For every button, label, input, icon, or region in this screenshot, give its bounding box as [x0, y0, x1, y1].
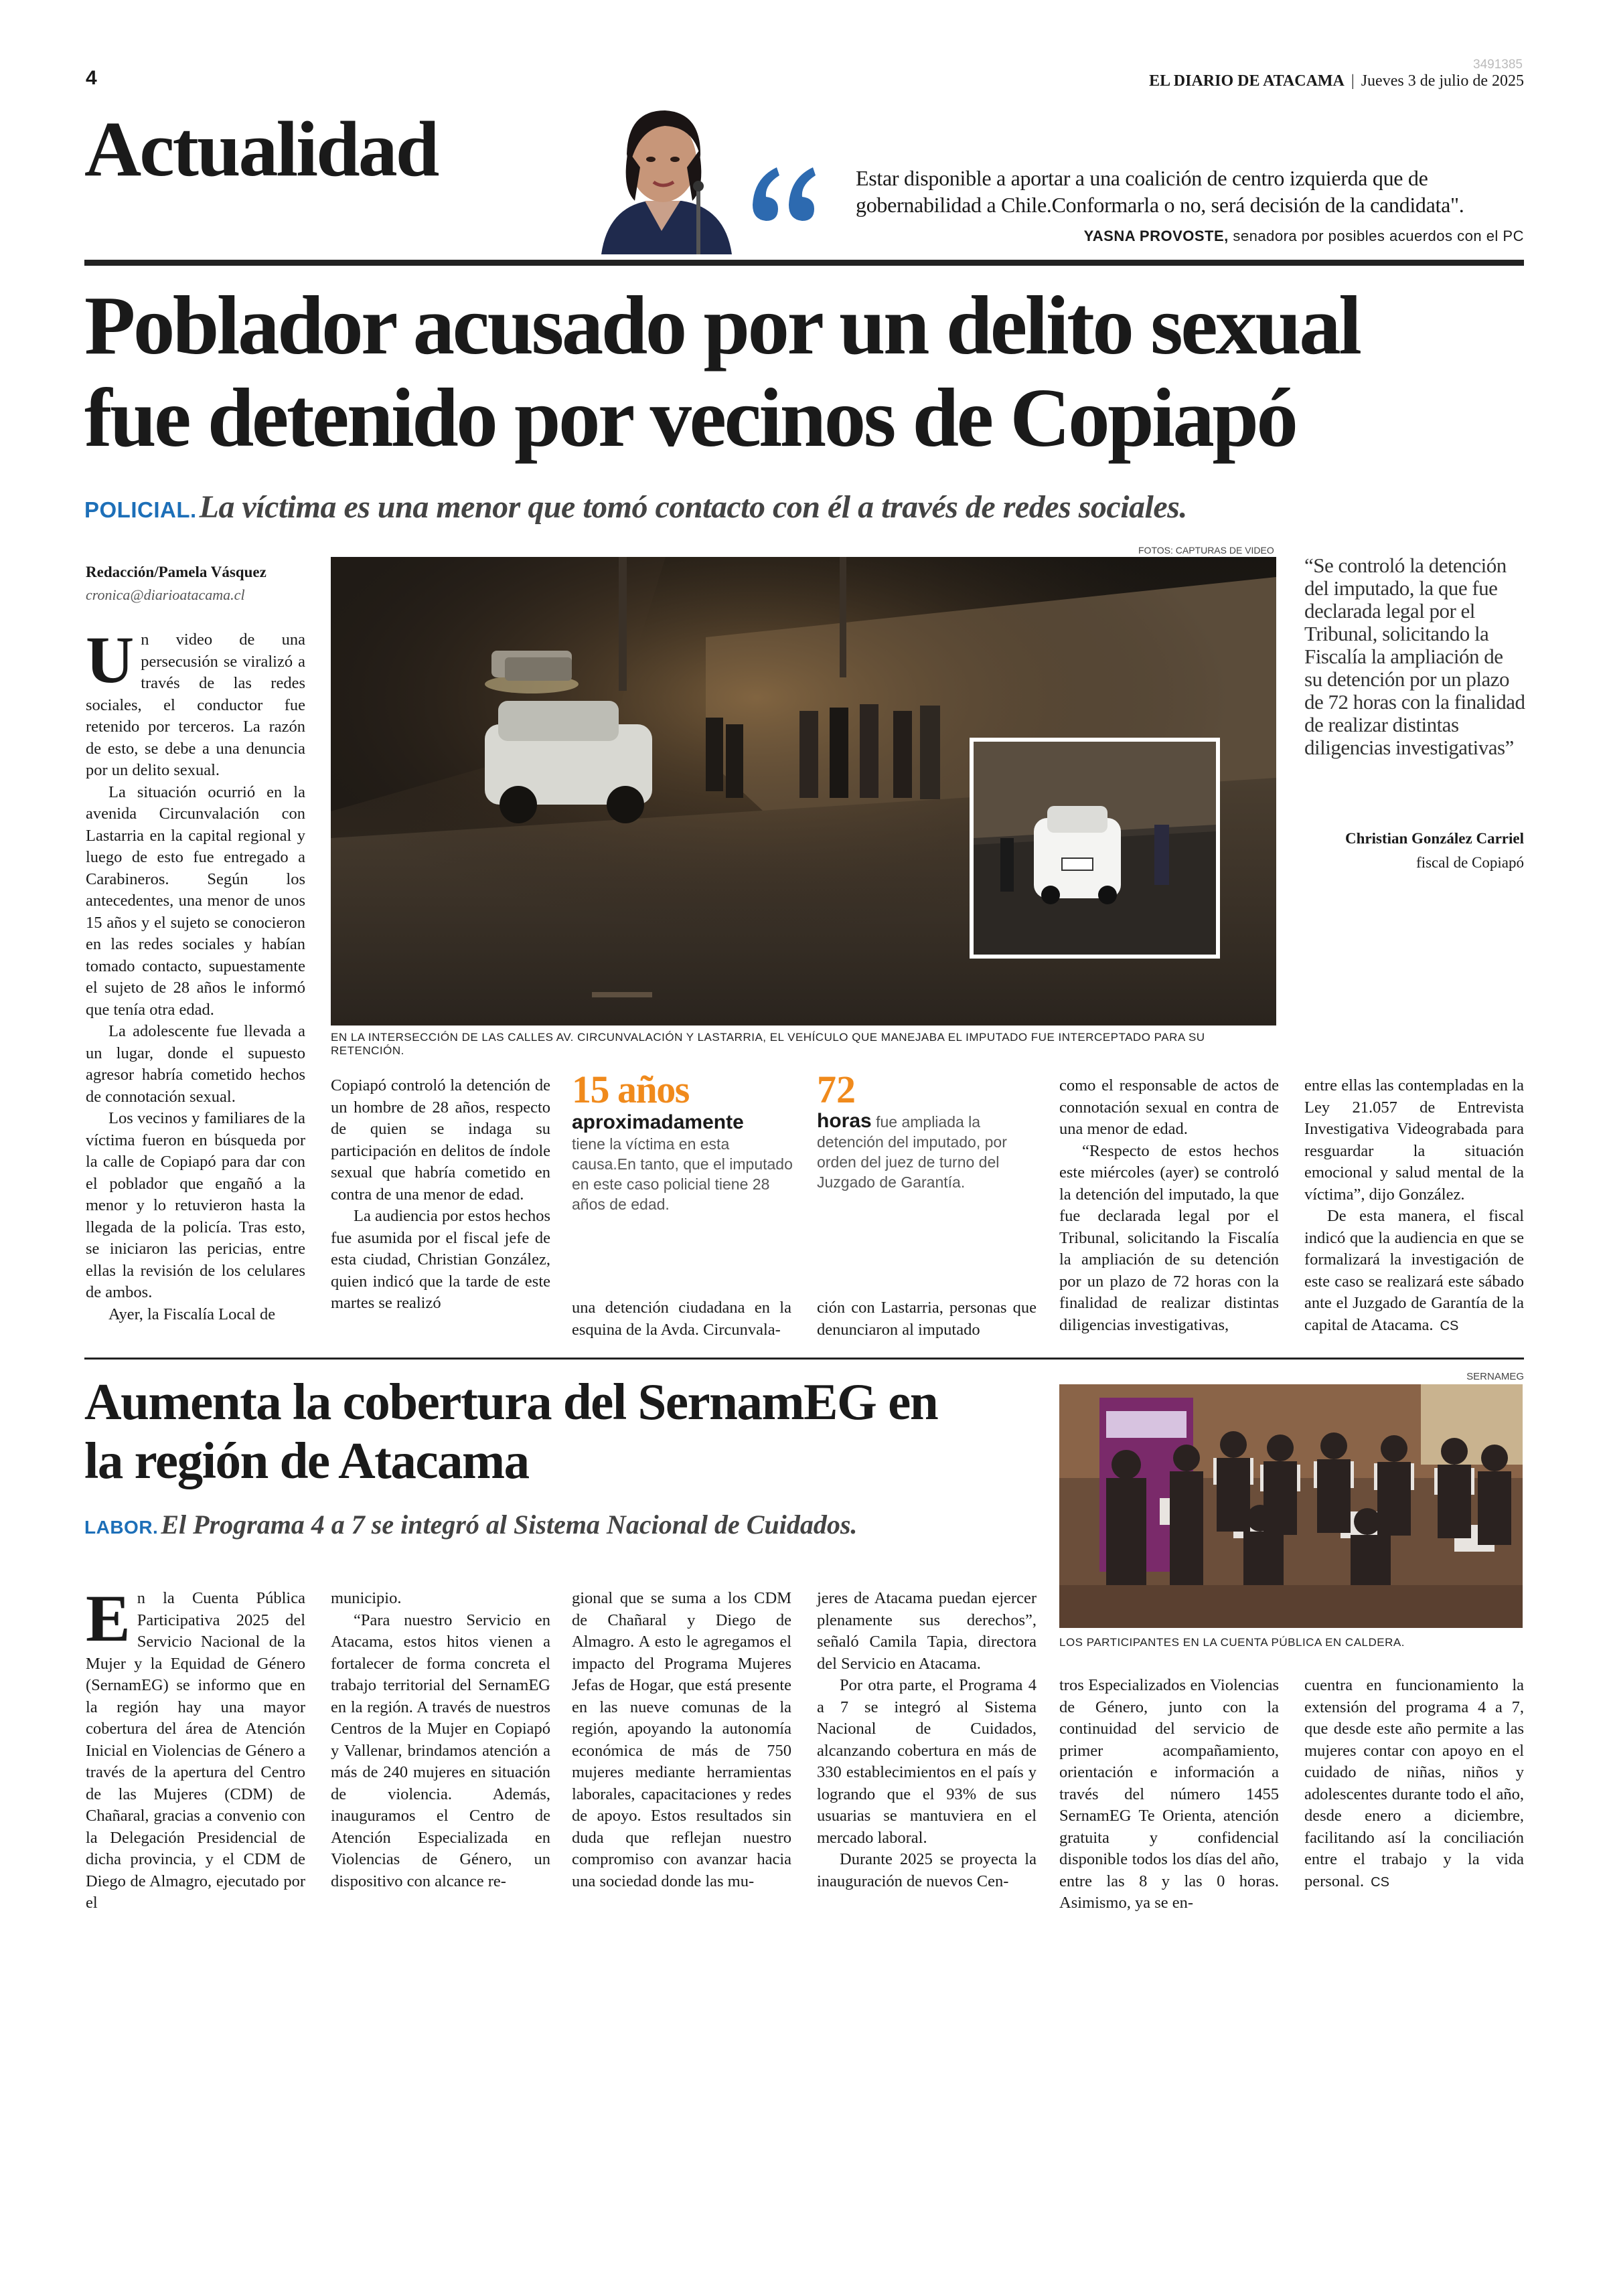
- fact1-label: aproximadamente: [572, 1111, 744, 1133]
- article1-deck-text: La víctima es una menor que tomó contacto con él a través de redes sociales.: [199, 489, 1187, 525]
- article1-column2: Copiapó controló la detención de un hombre de 28 años, respecto de quien se indaga su participación en delitos de índole sexual que habría cometido en contra de una menor de edad. La audiencia por estos hechos fue asumida por el fiscal jefe de esta ciudad, Christian González, quien indicó que la tarde de este martes se realizó: [331, 1076, 550, 1312]
- article1-deck: [84, 489, 1187, 525]
- fact2-label: horas: [817, 1110, 872, 1132]
- article1-column6: entre ellas las contempladas en la Ley 21.057 de Entrevista Investigativa Videograbada para resguardar la situación emocional y salud mental de la víctima”, dijo González. De esta manera, el fiscal indicó que la audiencia en que se formalizará la investigación de este caso se realizará este sábado ante el Juzgado de Garantía de la capital de Atacama. CS: [1304, 1076, 1524, 1334]
- article2-column1: En la Cuenta Pública Participativa 2025 del Servicio Nacional de la Mujer y la Equidad de Género (SernamEG) se informo que en la región hay una mayor cobertura del área de Atención Inicial en Violencias de Género a través de la apertura del Centro de las Mujeres (CDM) de Chañaral, gracias a convenio con la Delegación Presidencial de dicha provincia, y el CDM de Diego de Almagro, ejecutado por el: [86, 1581, 305, 1912]
- fact2-text: fue ampliada la detención del imputado, por orden del juez de turno del Juzgado de Garantía.: [817, 1113, 1007, 1191]
- issue-date: Jueves 3 de julio de 2025: [1361, 72, 1524, 90]
- watermark-id: 3491385: [1473, 58, 1523, 72]
- main-photo-caption: EN LA INTERSECCIÓN DE LAS CALLES AV. CIRCUNVALACIÓN Y LASTARRIA, EL VEHÍCULO QUE MANEJABA EL IMPUTADO FUE INTERCEPTADO PARA SU RETENCIÓN.: [331, 1031, 1205, 1057]
- article1-column4: ción con Lastarria, personas que denunciaron al imputado: [817, 1299, 1037, 1339]
- article1-end-mark: CS: [1440, 1318, 1459, 1333]
- article-divider: [84, 1358, 1524, 1360]
- pull-quote: “Se controló la detención del imputado, la que fue declarada legal por el Tribunal, solicitando la Fiscalía la ampliación de su detención por un plazo de 72 horas con la finalidad de realizar distintas diligencias investigativas”: [1304, 554, 1525, 759]
- article1-headline: Poblador acusado por un delito sexual fue detenido por vecinos de Copiapó: [84, 280, 1360, 465]
- fact-box-2: [817, 1068, 1038, 1192]
- article1-column5: como el responsable de actos de connotación sexual en contra de una menor de edad. “Respecto de estos hechos este miércoles (ayer) se controló la detención del imputado, la que fue declarada legal por el Tribunal, solicitando la Fiscalía la ampliación de su detención por un plazo de 72 horas con la finalidad de realizar distintas diligencias investigativas,: [1059, 1076, 1279, 1334]
- article2-dropcap: E: [86, 1581, 131, 1655]
- quote-mark-icon: [745, 158, 818, 235]
- article2-kicker: LABOR.: [84, 1517, 159, 1538]
- article1-column1: Un video de una persecusión se viralizó a través de las redes sociales, el conductor fue retenido por terceros. La razón de esto, se debe a una denuncia por un delito sexual. La situación ocurrió en la avenida Circunvalación con Lastarria en la capital regional y luego de esto fue entregado a Carabineros. Según los antecedentes, una menor de unos 15 años y el sujeto se conocieron en las redes sociales y habían tomado contacto, supuestamente el sujeto de 28 años le informó que tenía otra edad. La adolescente fue llevada a un lugar, donde el supuesto agresor habría cometido hechos de connotación sexual. Los vecinos y familiares de la víctima fueron en búsqueda por la calle de Copiapó para dar con el poblador que engañó a la menor y lo retuvieron hasta la llegada de la policía. Tras esto, se iniciaron las pericias, entre ellas la revisión de los celulares de ambos. Ayer, la Fiscalía Local de: [86, 623, 305, 1323]
- article1-kicker: POLICIAL.: [84, 497, 197, 522]
- article1-dropcap: U: [86, 623, 135, 697]
- speaker-portrait: [581, 87, 742, 254]
- byline-email: cronica@diarioatacama.cl: [86, 586, 245, 603]
- page-number: 4: [86, 67, 97, 89]
- photo-credit: FOTOS: CAPTURAS DE VIDEO: [1138, 545, 1274, 556]
- group-photo: [1059, 1384, 1523, 1628]
- article2-column3: gional que se suma a los CDM de Chañaral y Diego de Almagro. A esto le agregamos el impacto del Programa Mujeres Jefas de Hogar, que está presente en las nueve comunas de la región, apoyando la autonomía económica de más de 750 mujeres mediante herramientas laborales, capacitaciones y redes de apoyo. Estos resultados sin duda que reflejan nuestro compromiso con avanzar hacia una sociedad donde las mu-: [572, 1589, 791, 1890]
- article2-column6: cuentra en funcionamiento la extensión del programa 4 a 7, que desde este año permite a las mujeres contar con apoyo en el cuidado de niñas, niños y adolescentes durante todo el año, desde enero a diciembre, facilitando así la conciliación entre el trabajo y la vida personal. CS: [1304, 1676, 1524, 1890]
- section-title: Actualidad: [84, 105, 438, 193]
- group-photo-caption: LOS PARTICIPANTES EN LA CUENTA PÚBLICA EN CALDERA.: [1059, 1636, 1405, 1649]
- article2-deck: [84, 1509, 857, 1540]
- pull-quote-role: fiscal de Copiapó: [1416, 854, 1524, 871]
- fact-box-1: [572, 1068, 793, 1214]
- article2-column5: tros Especializados en Violencias de Género, junto con la continuidad del servicio de primer acompañamiento, orientación e información a través del número 1455 SernamEG Te Orienta, atención gratuita y confidencial disponible todos los días del año, entre las 8 y las 0 horas. Asimismo, ya se en-: [1059, 1676, 1279, 1912]
- header-divider: [84, 260, 1524, 266]
- masthead-line: EL DIARIO DE ATACAMA | Jueves 3 de julio de 2025: [1149, 72, 1524, 90]
- fact2-number: 72: [817, 1068, 856, 1111]
- quote-author-role: senadora por posibles acuerdos con el PC: [1233, 228, 1524, 244]
- newspaper-name: EL DIARIO DE ATACAMA: [1149, 72, 1345, 90]
- quote-author: YASNA PROVOSTE,: [1083, 228, 1229, 244]
- header-quote: Estar disponible a aportar a una coalición de centro izquierda que de gobernabilidad a Chile.Conformarla o no, será decisión de la candidata".: [856, 166, 1464, 217]
- fact1-text: tiene la víctima en esta causa.En tanto, que el imputado en este caso policial tiene 28 años de edad.: [572, 1135, 793, 1213]
- article2-column4: jeres de Atacama puedan ejercer plenamente sus derechos”, señaló Camila Tapia, directora del Servicio en Atacama. Por otra parte, el Programa 4 a 7 se integró al Sistema Nacional de Cuidados, alcanzando cobertura en más de 330 establecimientos en el país y logrando que el 93% de sus usuarias se mantuviera en el mercado laboral. Durante 2025 se proyecta la inauguración de nuevos Cen-: [817, 1589, 1037, 1890]
- fact1-number: 15 años: [572, 1068, 689, 1111]
- article2-photo-credit: SERNAMEG: [1466, 1371, 1524, 1382]
- article1-column3: una detención ciudadana en la esquina de la Avda. Circunvala-: [572, 1299, 791, 1339]
- byline: Redacción/Pamela Vásquez: [86, 564, 266, 580]
- quote-attribution: [1084, 228, 1524, 245]
- article2-column2: municipio. “Para nuestro Servicio en Atacama, estos hitos vienen a fortalecer de forma concreta el trabajo territorial del SernamEG en la región. A través de nuestros Centros de la Mujer en Copiapó y Vallenar, brindamos atención a más de 240 mujeres en situación de violencia. Además, inauguramos el Centro de Atención Especializada en Violencias de Género, un dispositivo con alcance re-: [331, 1589, 550, 1890]
- article2-end-mark: CS: [1371, 1874, 1389, 1890]
- article2-headline: Aumenta la cobertura del SernamEG en la región de Atacama: [84, 1373, 938, 1489]
- pull-quote-author: Christian González Carriel: [1345, 830, 1524, 847]
- main-photo: [331, 557, 1276, 1026]
- article2-deck-text: El Programa 4 a 7 se integró al Sistema Nacional de Cuidados.: [161, 1509, 858, 1540]
